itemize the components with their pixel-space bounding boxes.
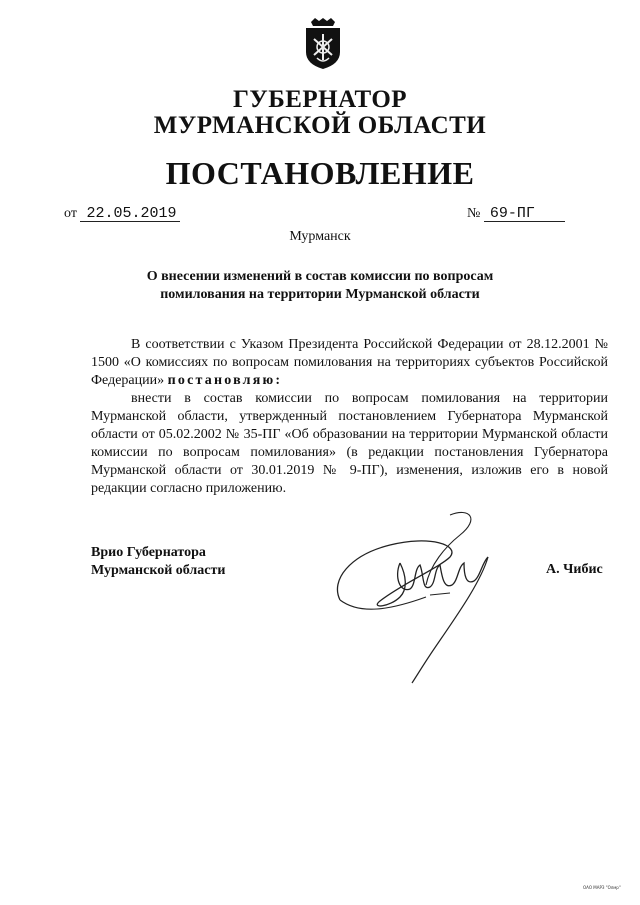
signatory-title-line2: Мурманской области [91,563,226,578]
date-field [64,206,180,222]
date-prefix: от [64,206,77,221]
signatory-title [91,544,225,580]
body-paragraph-resolution: внести в состав комиссии по вопросам помилования на территории Мурманской области, утвержденный постановлением Губернатора Мурманской области от 05.02.2002 № 35-ПГ «Об образовании на территории Мурманской области комиссии по вопросам помилования» (в редакции постановления Губернатора Мурманской области от 30.01.2019 № 9-ПГ), изменения, изложив его в новой редакции согласно приложению. [91,391,608,496]
subject-line2: помилования на территории Мурманской области [160,287,480,302]
document-subject [0,268,640,304]
print-stamp: ОАО МАРЗ "Олмр" [583,885,621,890]
decree-word: постановляю: [167,373,283,388]
signatory-title-line1: Врио Губернатора [91,545,206,560]
number-field [467,206,565,222]
preamble-text: В соответствии с Указом Президента Российской Федерации от 28.12.2001 № 1500 «О комиссиях по вопросам помилования на территориях субъектов Российской Федерации» [91,337,608,388]
handwritten-signature [330,505,510,685]
body-paragraph-preamble [91,336,608,390]
number-prefix: № [467,206,481,221]
subject-line1: О внесении изменений в состав комиссии по вопросам [146,269,494,284]
issuer-title-line1: ГУБЕРНАТОР [232,86,408,113]
city-name: Мурманск [289,229,351,244]
document-date: 22.05.2019 [80,206,180,222]
signatory-name: А. Чибис [546,562,603,577]
issuer-title-line2: МУРМАНСКОЙ ОБЛАСТИ [153,112,487,139]
document-number: 69-ПГ [484,206,565,222]
document-type-title: ПОСТАНОВЛЕНИЕ [165,155,475,191]
document-body [91,336,608,498]
coat-of-arms-icon [303,18,343,70]
